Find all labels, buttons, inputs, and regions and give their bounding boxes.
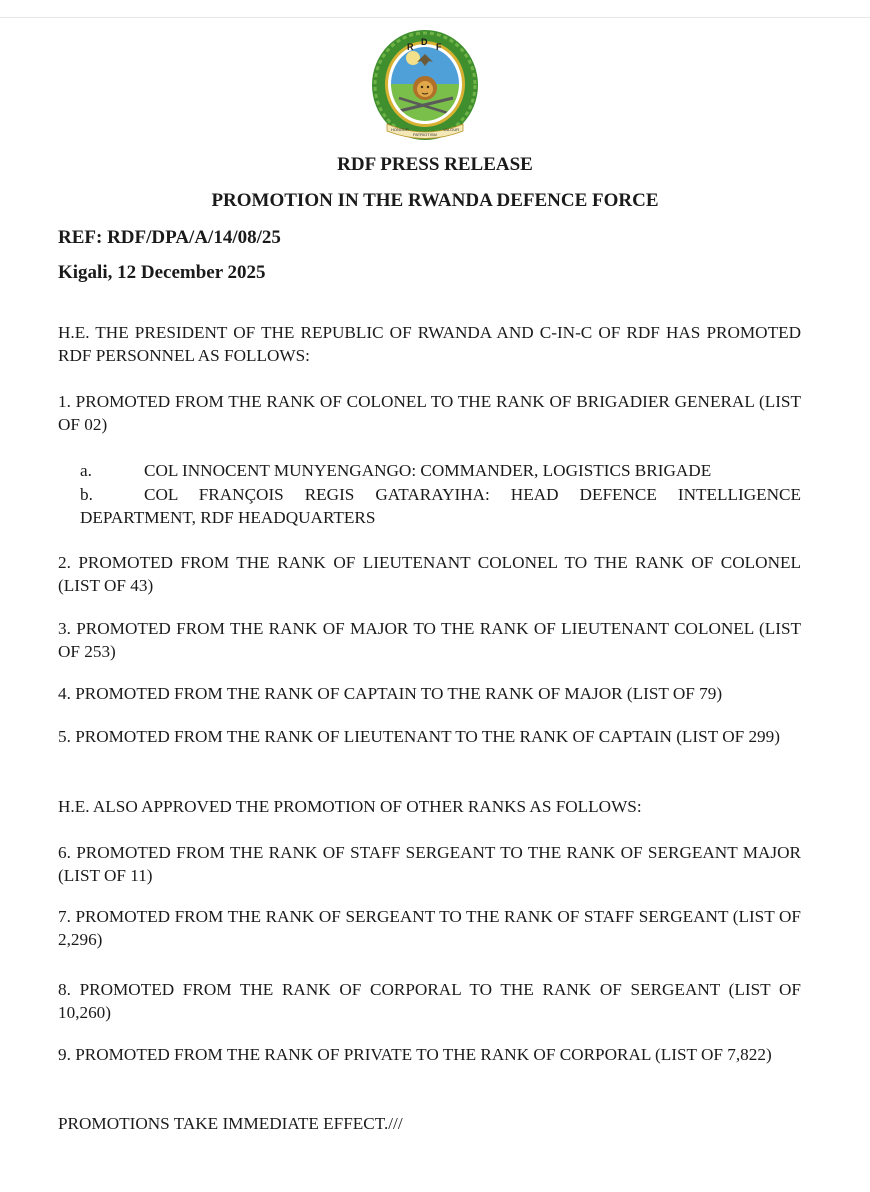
- reference-number: REF: RDF/DPA/A/14/08/25: [58, 227, 281, 248]
- promotion-item-4: 4. PROMOTED FROM THE RANK OF CAPTAIN TO THE RANK OF MAJOR (LIST OF 79): [58, 684, 723, 703]
- promotion-item-3: 3. PROMOTED FROM THE RANK OF MAJOR TO THE RANK OF LIEUTENANT COLONEL (LIST OF 253): [58, 619, 801, 661]
- dateline: Kigali, 12 December 2025: [58, 262, 266, 283]
- intro-paragraph: H.E. THE PRESIDENT OF THE REPUBLIC OF RWANDA AND C-IN-C OF RDF HAS PROMOTED RDF PERSONNEL AS FOLLOWS:: [58, 323, 801, 365]
- sub-item-b: [80, 483, 801, 529]
- promotion-item-8: 8. PROMOTED FROM THE RANK OF CORPORAL TO THE RANK OF SERGEANT (LIST OF 10,260): [58, 980, 801, 1022]
- promotion-item-2: 2. PROMOTED FROM THE RANK OF LIEUTENANT COLONEL TO THE RANK OF COLONEL (LIST OF 43): [58, 553, 801, 595]
- sub-item-marker: a.: [80, 461, 92, 480]
- other-ranks-intro: H.E. ALSO APPROVED THE PROMOTION OF OTHER RANKS AS FOLLOWS:: [58, 797, 642, 816]
- press-release-subtitle: PROMOTION IN THE RWANDA DEFENCE FORCE: [211, 190, 659, 211]
- rdf-seal-logo: [369, 28, 481, 142]
- seal-motto-3: VALOUR: [443, 127, 460, 132]
- promotion-item-9: 9. PROMOTED FROM THE RANK OF PRIVATE TO THE RANK OF CORPORAL (LIST OF 7,822): [58, 1045, 772, 1064]
- promotion-item-1: 1. PROMOTED FROM THE RANK OF COLONEL TO THE RANK OF BRIGADIER GENERAL (LIST OF 02): [58, 392, 801, 434]
- promotion-item-5: 5. PROMOTED FROM THE RANK OF LIEUTENANT TO THE RANK OF CAPTAIN (LIST OF 299): [58, 727, 780, 746]
- press-release-title: RDF PRESS RELEASE: [337, 154, 533, 175]
- seal-motto-2: PATRIOTISM: [413, 132, 437, 137]
- sub-item-text: COL INNOCENT MUNYENGANGO: COMMANDER, LOGISTICS BRIGADE: [144, 461, 712, 480]
- seal-letter-d: D: [421, 37, 428, 47]
- seal-letter-r: R: [407, 42, 414, 52]
- closing-statement: PROMOTIONS TAKE IMMEDIATE EFFECT.///: [58, 1114, 403, 1133]
- top-divider: [0, 17, 870, 18]
- promotion-item-7: 7. PROMOTED FROM THE RANK OF SERGEANT TO THE RANK OF STAFF SERGEANT (LIST OF 2,296): [58, 907, 801, 949]
- sub-item-a: [80, 459, 801, 482]
- promotion-item-6: 6. PROMOTED FROM THE RANK OF STAFF SERGEANT TO THE RANK OF SERGEANT MAJOR (LIST OF 11): [58, 843, 801, 885]
- seal-motto-1: HONOUR: [391, 127, 409, 132]
- sub-item-marker: b.: [80, 485, 93, 504]
- sub-item-text: COL FRANÇOIS REGIS GATARAYIHA: HEAD DEFENCE INTELLIGENCE DEPARTMENT, RDF HEADQUARTERS: [80, 485, 801, 527]
- seal-letter-f: F: [436, 42, 442, 52]
